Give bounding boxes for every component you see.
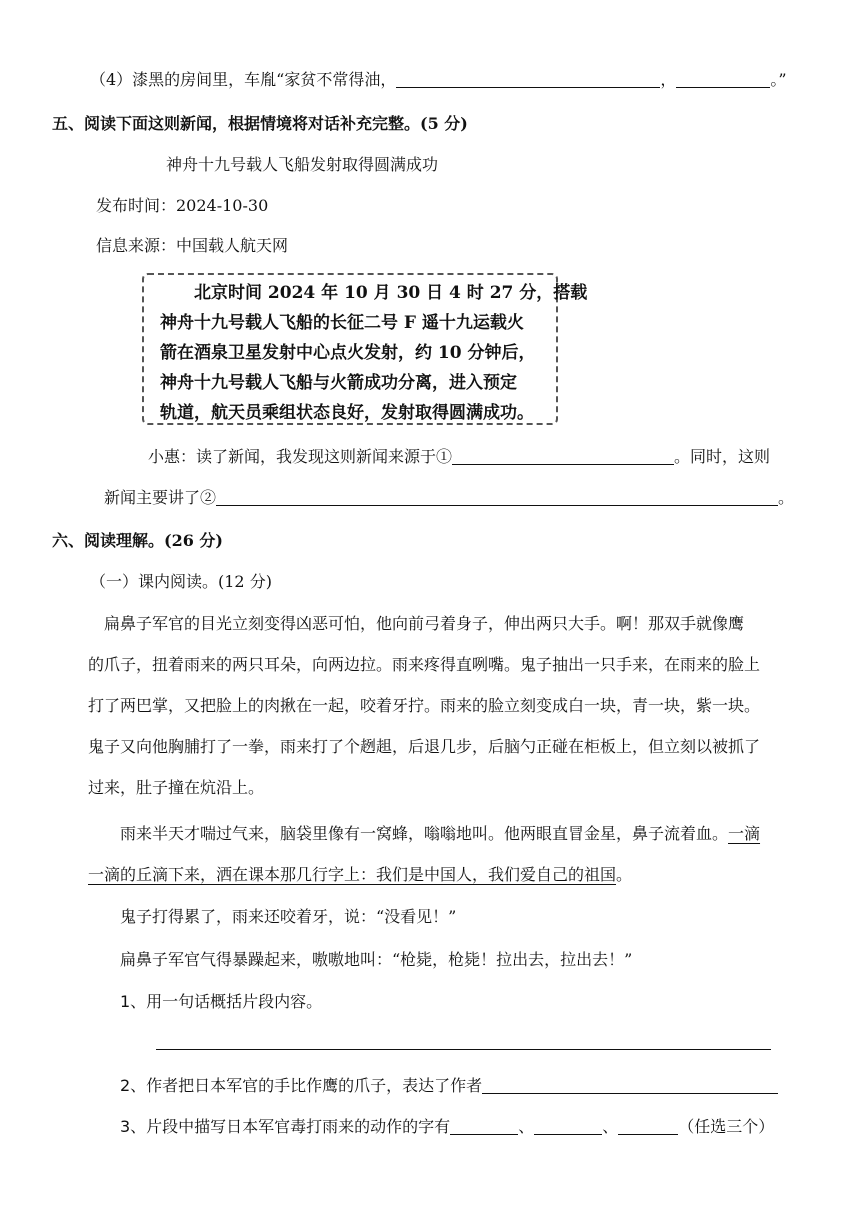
news-publish-time: 发布时间：2024-10-30 [96,196,269,215]
q4-sep: ， [660,70,677,89]
news-line: 神舟十九号载人飞船的长征二号 F 遥十九运载火 [160,313,524,333]
news-line: 神舟十九号载人飞船与火箭成功分离，进入预定 [160,373,517,393]
section6-subheading: （一）课内阅读。(12 分) [90,572,272,591]
q2-blank[interactable] [482,1077,778,1094]
q1-answer-line[interactable] [156,1049,771,1050]
para2-plain: 雨来半天才喘过气来，脑袋里像有一窝蜂，嗡嗡地叫。他两眼直冒金星，鼻子流着血。 [120,824,729,843]
para2-underlined-start: 一滴 [728,824,761,843]
para1-line: 打了两巴掌，又把脸上的肉揪在一起，咬着牙拧。雨来的脸立刻变成白一块，青一块，紫一块。 [88,696,761,715]
dialog-1-prefix: 小惠：读了新闻，我发现这则新闻来源于① [148,447,453,466]
para2-line-2 [88,865,632,885]
q3-blank-3[interactable] [618,1118,678,1135]
q4-suffix: 。” [770,70,787,89]
news-line: 轨道，航天员乘组状态良好，发射取得圆满成功。 [160,403,534,423]
q3-blank-2[interactable] [534,1118,602,1135]
news-title: 神舟十九号载人飞船发射取得圆满成功 [166,155,439,174]
dialog-2-suffix: 。 [778,488,795,507]
section5-heading: 五、阅读下面这则新闻，根据情境将对话补充完整。(5 分) [52,114,468,133]
para2-underlined: 一滴的丘滴下来，洒在课本那几行字上：我们是中国人，我们爱自己的祖国 [88,865,617,884]
para3: 鬼子打得累了，雨来还咬着牙，说：“没看见！” [120,907,457,926]
para1-line: 过来，肚子撞在炕沿上。 [88,778,265,797]
q4-line [90,70,787,90]
para2-end: 。 [616,865,633,884]
q4-blank-1[interactable] [396,71,660,88]
q3-sep-2: 、 [602,1117,619,1136]
dialog-1-suffix: 。同时，这则 [674,447,771,466]
dialog-line-1 [148,447,770,467]
para4: 扁鼻子军官气得暴躁起来，嗷嗷地叫：“枪毙，枪毙！拉出去，拉出去！” [120,950,633,969]
news-line: 箭在酒泉卫星发射中心点火发射，约 10 分钟后， [160,343,536,363]
q4-blank-2[interactable] [676,71,770,88]
para2-line-1 [120,824,760,844]
q3-text: 3、片段中描写日本军官毒打雨来的动作的字有 [120,1117,451,1136]
question-3 [120,1117,774,1137]
section6-heading: 六、阅读理解。(26 分) [52,531,223,550]
q4-prefix: （4）漆黑的房间里，车胤“家贫不常得油， [90,70,397,89]
question-1: 1、用一句话概括片段内容。 [120,992,323,1011]
news-line: 北京时间 2024 年 10 月 30 日 4 时 27 分，搭载 [194,283,588,303]
q3-blank-1[interactable] [450,1118,518,1135]
dialog-blank-1[interactable] [452,448,674,465]
question-2 [120,1076,778,1096]
dialog-blank-2[interactable] [216,489,778,506]
q2-text: 2、作者把日本军官的手比作鹰的爪子，表达了作者 [120,1076,483,1095]
dialog-2-prefix: 新闻主要讲了② [104,488,217,507]
para1-line: 扁鼻子军官的目光立刻变得凶恶可怕，他向前弓着身子，伸出两只大手。啊！那双手就像鹰 [104,614,745,633]
para1-line: 鬼子又向他胸脯打了一拳，雨来打了个趔趄，后退几步，后脑勺正碰在柜板上，但立刻以被抓了 [88,737,761,756]
dialog-line-2 [104,488,794,508]
para1-line: 的爪子，扭着雨来的两只耳朵，向两边拉。雨来疼得直咧嘴。鬼子抽出一只手来，在雨来的脸上 [88,655,761,674]
q3-suffix: （任选三个） [678,1117,775,1136]
news-source: 信息来源：中国载人航天网 [96,236,289,255]
q3-sep-1: 、 [518,1117,535,1136]
